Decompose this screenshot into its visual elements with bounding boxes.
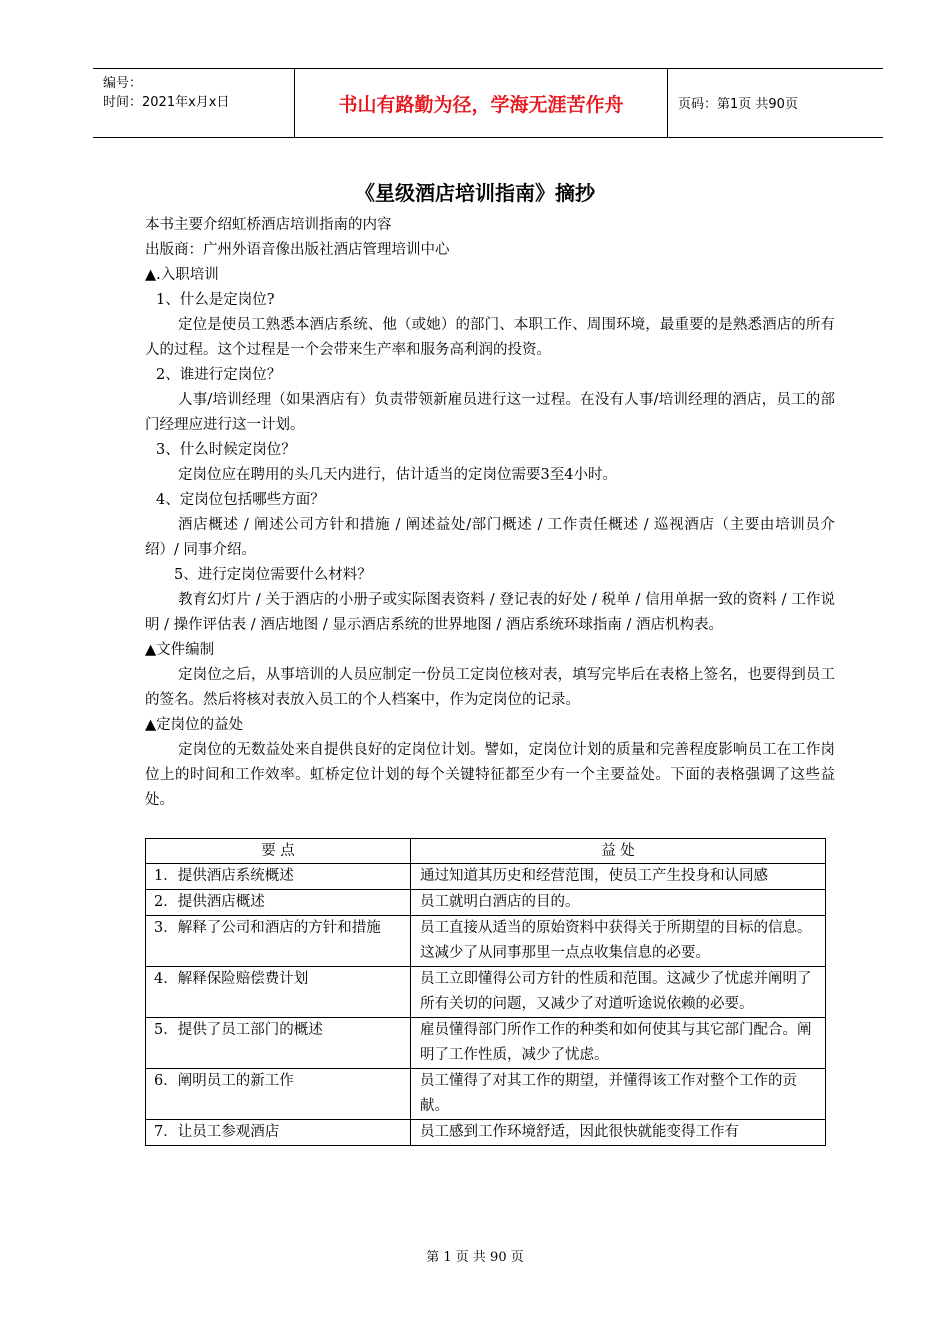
table-cell-benefit: 员工感到工作环境舒适，因此很快就能变得工作有 (411, 1120, 826, 1146)
table-header-benefit: 益 处 (411, 839, 826, 864)
question-heading: 5、进行定岗位需要什么材料？ (174, 567, 372, 583)
table-cell-point: 5．提供了员工部门的概述 (146, 1018, 411, 1069)
header-meta (93, 69, 295, 137)
table-header-point: 要 点 (146, 839, 411, 864)
document-title: 《星级酒店培训指南》摘抄 (355, 181, 595, 205)
benefits-table (145, 838, 826, 1146)
table-row (146, 890, 826, 916)
section-heading: ▲文件编制 (145, 642, 215, 658)
page-footer: 第 1 页 共 90 页 (426, 1250, 524, 1265)
section-heading: ▲.入职培训 (145, 267, 219, 283)
table-cell-benefit: 员工直接从适当的原始资料中获得关于所期望的目标的信息。这减少了从同事那里一点点收集信息的必要。 (411, 916, 826, 967)
question-heading: 1、什么是定岗位? (156, 292, 275, 308)
question-heading: 3、什么时候定岗位？ (156, 442, 296, 458)
table-cell-point: 4．解释保险赔偿费计划 (146, 967, 411, 1018)
section-heading: ▲定岗位的益处 (145, 717, 244, 733)
table-cell-point: 7．让员工参观酒店 (146, 1120, 411, 1146)
table-cell-point: 6．阐明员工的新工作 (146, 1069, 411, 1120)
paragraph: 酒店概述 / 阐述公司方针和措施 / 阐述益处/部门概述 / 工作责任概述 / 巡视酒店（主要由培训员介绍）/ 同事介绍。 (145, 517, 835, 558)
table-row (146, 916, 826, 967)
table-cell-benefit: 员工就明白酒店的目的。 (411, 890, 826, 916)
page-header (93, 68, 883, 138)
table-cell-point: 1．提供酒店系统概述 (146, 864, 411, 890)
question-heading: 4、定岗位包括哪些方面？ (156, 492, 325, 508)
table-header-row (146, 839, 826, 864)
header-code-label: 编号： (103, 76, 143, 91)
table-row (146, 1069, 826, 1120)
table-row (146, 1120, 826, 1146)
paragraph: 定岗位之后，从事培训的人员应制定一份员工定岗位核对表，填写完毕后在表格上签名，也要得到员工的签名。然后将核对表放入员工的个人档案中，作为定岗位的记录。 (145, 667, 835, 708)
question-heading: 2、谁进行定岗位？ (156, 367, 282, 383)
table-cell-benefit: 员工立即懂得公司方针的性质和范围。这减少了忧虑并阐明了所有关切的问题，又减少了对道听途说依赖的必要。 (411, 967, 826, 1018)
table-row (146, 864, 826, 890)
table-cell-benefit: 通过知道其历史和经营范围，使员工产生投身和认同感 (411, 864, 826, 890)
header-motto: 书山有路勤为径，学海无涯苦作舟 (295, 69, 668, 137)
table-row (146, 1018, 826, 1069)
header-time-label: 时间：2021年x月x日 (103, 95, 230, 110)
table-cell-point: 2．提供酒店概述 (146, 890, 411, 916)
table-row (146, 967, 826, 1018)
document-body (145, 213, 835, 813)
paragraph: 教育幻灯片 / 关于酒店的小册子或实际图表资料 / 登记表的好处 / 税单 / 信用单据一致的资料 / 工作说明 / 操作评估表 / 酒店地图 / 显示酒店系统的世界地图 / 酒店系统环球指南 / 酒店机构表。 (145, 592, 835, 633)
intro-line: 本书主要介绍虹桥酒店培训指南的内容 (145, 217, 392, 233)
table-cell-benefit: 员工懂得了对其工作的期望，并懂得该工作对整个工作的贡献。 (411, 1069, 826, 1120)
table-cell-point: 3．解释了公司和酒店的方针和措施 (146, 916, 411, 967)
table-cell-benefit: 雇员懂得部门所作工作的种类和如何使其与其它部门配合。阐明了工作性质，减少了忧虑。 (411, 1018, 826, 1069)
paragraph: 定岗位的无数益处来自提供良好的定岗位计划。譬如，定岗位计划的质量和完善程度影响员工在工作岗位上的时间和工作效率。虹桥定位计划的每个关键特征都至少有一个主要益处。下面的表格强调了这些益处。 (145, 742, 835, 808)
header-page-label: 页码：第1页 共90页 (678, 97, 798, 112)
paragraph: 定位是使员工熟悉本酒店系统、他（或她）的部门、本职工作、周围环境，最重要的是熟悉酒店的所有人的过程。这个过程是一个会带来生产率和服务高利润的投资。 (145, 317, 835, 358)
publisher-line: 出版商：广州外语音像出版社酒店管理培训中心 (145, 242, 450, 258)
paragraph: 人事/培训经理（如果酒店有）负责带领新雇员进行这一过程。在没有人事/培训经理的酒店，员工的部门经理应进行这一计划。 (145, 392, 835, 433)
paragraph: 定岗位应在聘用的头几天内进行，估计适当的定岗位需要3至4小时。 (178, 467, 617, 483)
